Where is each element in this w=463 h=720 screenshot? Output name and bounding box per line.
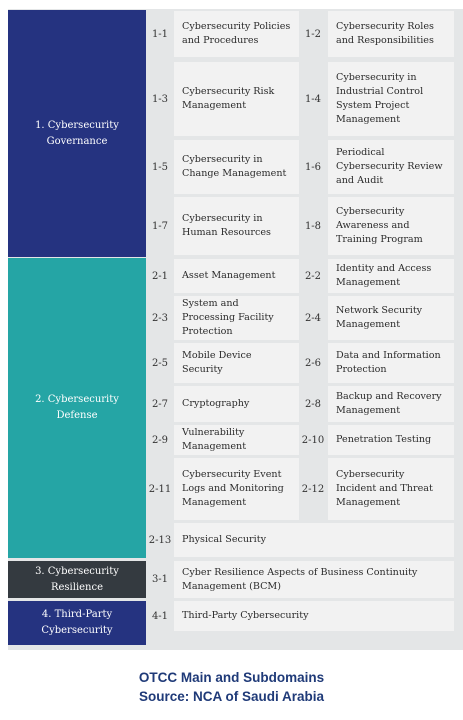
subdomain-cell: Cybersecurity Awareness and Training Program xyxy=(328,197,454,255)
domain-governance-label: 1. Cybersecurity Governance xyxy=(35,119,119,147)
subdomain-cell: Periodical Cybersecurity Review and Audit xyxy=(328,140,454,194)
subdomain-number: 2-5 xyxy=(151,357,169,369)
subdomain-number: 1-5 xyxy=(151,161,169,173)
caption-title: OTCC Main and Subdomains xyxy=(138,670,325,685)
subdomain-cell: Cybersecurity in Change Management xyxy=(174,140,299,194)
subdomain-cell: Data and Information Protection xyxy=(328,343,454,383)
subdomain-number: 1-7 xyxy=(151,220,169,232)
subdomain-number: 2-12 xyxy=(301,483,325,495)
subdomain-number: 1-6 xyxy=(304,161,322,173)
subdomain-number: 2-1 xyxy=(151,270,169,282)
subdomain-cell: Backup and Recovery Management xyxy=(328,386,454,422)
subdomain-number: 2-7 xyxy=(151,398,169,410)
subdomain-number: 4-1 xyxy=(151,610,169,622)
subdomain-number: 2-2 xyxy=(304,270,322,282)
subdomain-cell: Vulnerability Management xyxy=(174,425,299,455)
subdomain-cell: Cybersecurity Incident and Threat Management xyxy=(328,458,454,520)
domain-third-party-label: 4. Third-Party Cybersecurity xyxy=(41,609,113,636)
subdomain-number: 1-2 xyxy=(304,28,322,40)
subdomain-number: 2-8 xyxy=(304,398,322,410)
subdomain-cell: Cybersecurity Event Logs and Monitoring Management xyxy=(174,458,299,520)
subdomain-number: 2-3 xyxy=(151,312,169,324)
subdomain-number: 2-13 xyxy=(148,534,172,546)
subdomain-cell: Identity and Access Management xyxy=(328,259,454,293)
subdomain-number: 2-6 xyxy=(304,357,322,369)
caption-source: Source: NCA of Saudi Arabia xyxy=(138,689,325,704)
subdomain-number: 2-9 xyxy=(151,434,169,446)
domain-third-party xyxy=(8,601,146,645)
subdomain-cell: Cyber Resilience Aspects of Business Continuity Management (BCM) xyxy=(174,561,454,598)
subdomain-cell: Cybersecurity in Industrial Control System Project Management xyxy=(328,62,454,136)
subdomain-cell: System and Processing Facility Protection xyxy=(174,296,299,340)
subdomain-cell: Third-Party Cybersecurity xyxy=(174,601,454,631)
subdomain-number: 3-1 xyxy=(151,574,169,585)
subdomain-cell: Cybersecurity Risk Management xyxy=(174,62,299,136)
domain-defense-label: 2. Cybersecurity Defense xyxy=(35,394,119,421)
domain-governance xyxy=(8,10,146,257)
subdomain-number: 1-3 xyxy=(151,93,169,105)
subdomain-cell: Asset Management xyxy=(174,259,299,293)
subdomain-cell: Cybersecurity Roles and Responsibilities xyxy=(328,11,454,57)
subdomain-number: 1-4 xyxy=(304,93,322,105)
subdomain-number: 2-10 xyxy=(301,434,325,446)
subdomain-cell: Cybersecurity in Human Resources xyxy=(174,197,299,255)
subdomain-number: 1-8 xyxy=(304,220,322,232)
subdomain-number: 1-1 xyxy=(151,28,169,40)
subdomain-cell: Network Security Management xyxy=(328,296,454,340)
domain-defense xyxy=(8,258,146,558)
subdomain-number: 2-11 xyxy=(148,483,172,495)
domain-resilience-label: 3. Cybersecurity Resilience xyxy=(35,565,119,593)
domain-resilience xyxy=(8,561,146,598)
subdomain-cell: Physical Security xyxy=(174,523,454,557)
subdomain-cell: Penetration Testing xyxy=(328,425,454,455)
subdomain-cell: Mobile Device Security xyxy=(174,343,299,383)
subdomain-cell: Cybersecurity Policies and Procedures xyxy=(174,11,299,57)
subdomain-cell: Cryptography xyxy=(174,386,299,422)
subdomain-number: 2-4 xyxy=(304,312,322,324)
